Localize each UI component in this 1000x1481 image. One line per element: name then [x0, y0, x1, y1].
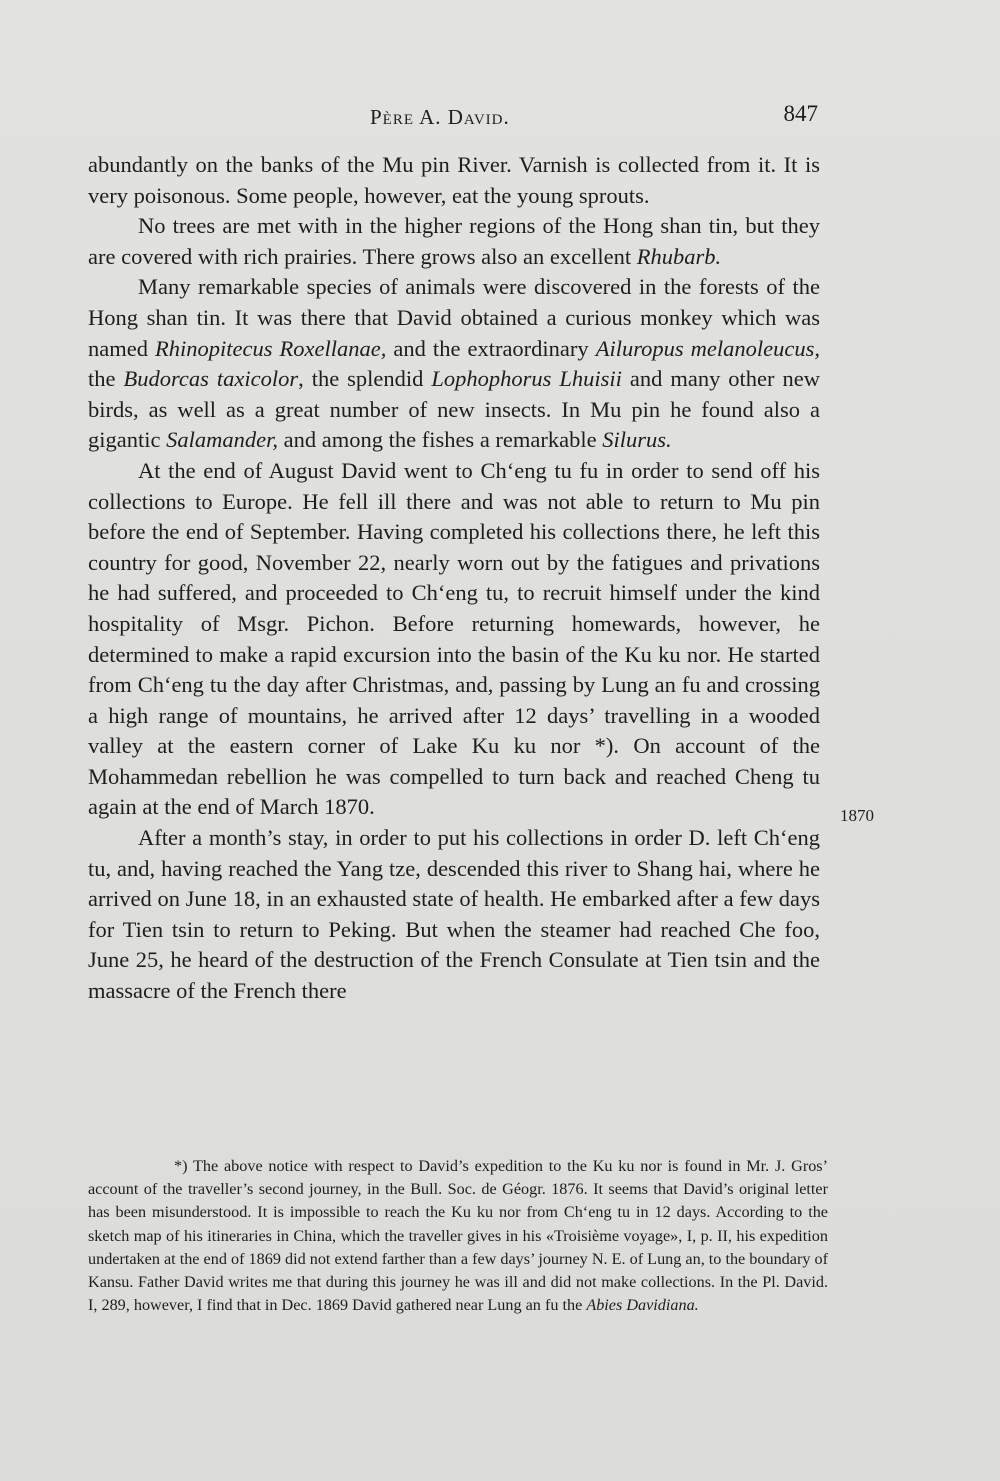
main-text — [88, 150, 820, 1007]
italic-term: Budorcas taxicolor — [123, 366, 299, 392]
italic-term: Salamander, — [166, 427, 278, 453]
margin-year-note: 1870 — [840, 806, 874, 825]
page-header — [88, 101, 818, 131]
text-run: abundantly on the banks of the Mu pin River. Varnish is collected from it. It is very poisonous. Some people, however, eat the young sprouts. — [88, 152, 820, 208]
text-run: After a month’s stay, in order to put his collections in order D. left Ch‘eng tu, and, having reached the Yang tze, descended this river to Shang hai, where he arrived on June 18, in an exhausted state of health. He embarked after a few days for Tien tsin to return to Peking. But when the steamer had reached Che foo, June 25, he heard of the destruction of the French Consulate at Tien tsin and the massacre of the French there — [88, 825, 820, 1004]
italic-term: Rhubarb. — [636, 243, 722, 269]
text-run: At the end of August David went to Ch‘eng tu fu in order to send off his collections to Europe. He fell ill there and was not able to return to Mu pin before the end of September. Having completed his collections there, he left this country for good, November 22, nearly worn out by the fatigues and privations he had suffered, and proceeded to Ch‘eng tu, to recruit himself under the kind hospitality of Msgr. Pichon. Before returning homewards, however, he determined to make a rapid excursion into the basin of the Ku ku nor. He started from Ch‘eng tu the day after Christmas, and, passing by Lung an fu and crossing a high range of mountains, he arrived after 12 days’ travelling in a wooded valley at the eastern corner of Lake Ku ku nor *). On account of the Mohammedan rebellion he was compelled to turn back and reached Cheng tu again at the end of March 1870. — [88, 457, 820, 820]
page-number: 847 — [783, 101, 818, 126]
footnote — [88, 1155, 828, 1317]
paragraph — [88, 272, 820, 456]
text-run: *) The above notice with respect to David’s expedition to the Ku ku nor is found in Mr. J. Gros’ account of the traveller’s second journey, in the Bull. Soc. de Géogr. 1876. It seems that David’s original letter has been misunderstood. It is impossible to reach the Ku ku nor from Ch‘eng tu in 12 days. According to the sketch map of his itineraries in China, which the traveller gives in his «Troisième voyage», I, p. II, his expedition undertaken at the end of 1869 did not extend farther than a few days’ journey N. E. of Lung an, to the boundary of Kansu. Father David writes me that during this journey he was ill and did not make collections. In the Pl. David. I, 289, however, I find that in Dec. 1869 David gathered near Lung an fu the — [88, 1157, 828, 1315]
italic-term: Silurus. — [602, 427, 672, 453]
text-run: and many other new birds, as well as a great number of new insects. In Mu pin he found also a gigantic — [88, 366, 820, 453]
footnote-text — [88, 1155, 828, 1317]
paragraph — [88, 456, 820, 823]
text-run: and among the fishes a remarkable — [277, 427, 603, 453]
text-run: the — [88, 366, 124, 392]
italic-term: Rhinopitecus Roxellanae, — [155, 335, 387, 361]
text-run: Many remarkable species of animals were discovered in the forests of the Hong shan tin. It was there that David obtained a curious monkey which was named — [88, 274, 820, 361]
paragraph — [88, 823, 820, 1007]
text-run: and the extraordinary — [386, 335, 596, 361]
text-run: No trees are met with in the higher regions of the Hong shan tin, but they are covered with rich prairies. There grows also an excellent — [88, 213, 820, 269]
paragraph — [88, 211, 820, 272]
text-run: , the splendid — [298, 366, 432, 392]
italic-term: Lophophorus Lhuisii — [431, 366, 622, 392]
italic-term: Ailuropus melanoleucus, — [595, 335, 821, 361]
italic-term: Abies Davidiana. — [586, 1296, 699, 1315]
running-head: Père A. David. — [370, 105, 510, 129]
paragraph — [88, 150, 820, 211]
